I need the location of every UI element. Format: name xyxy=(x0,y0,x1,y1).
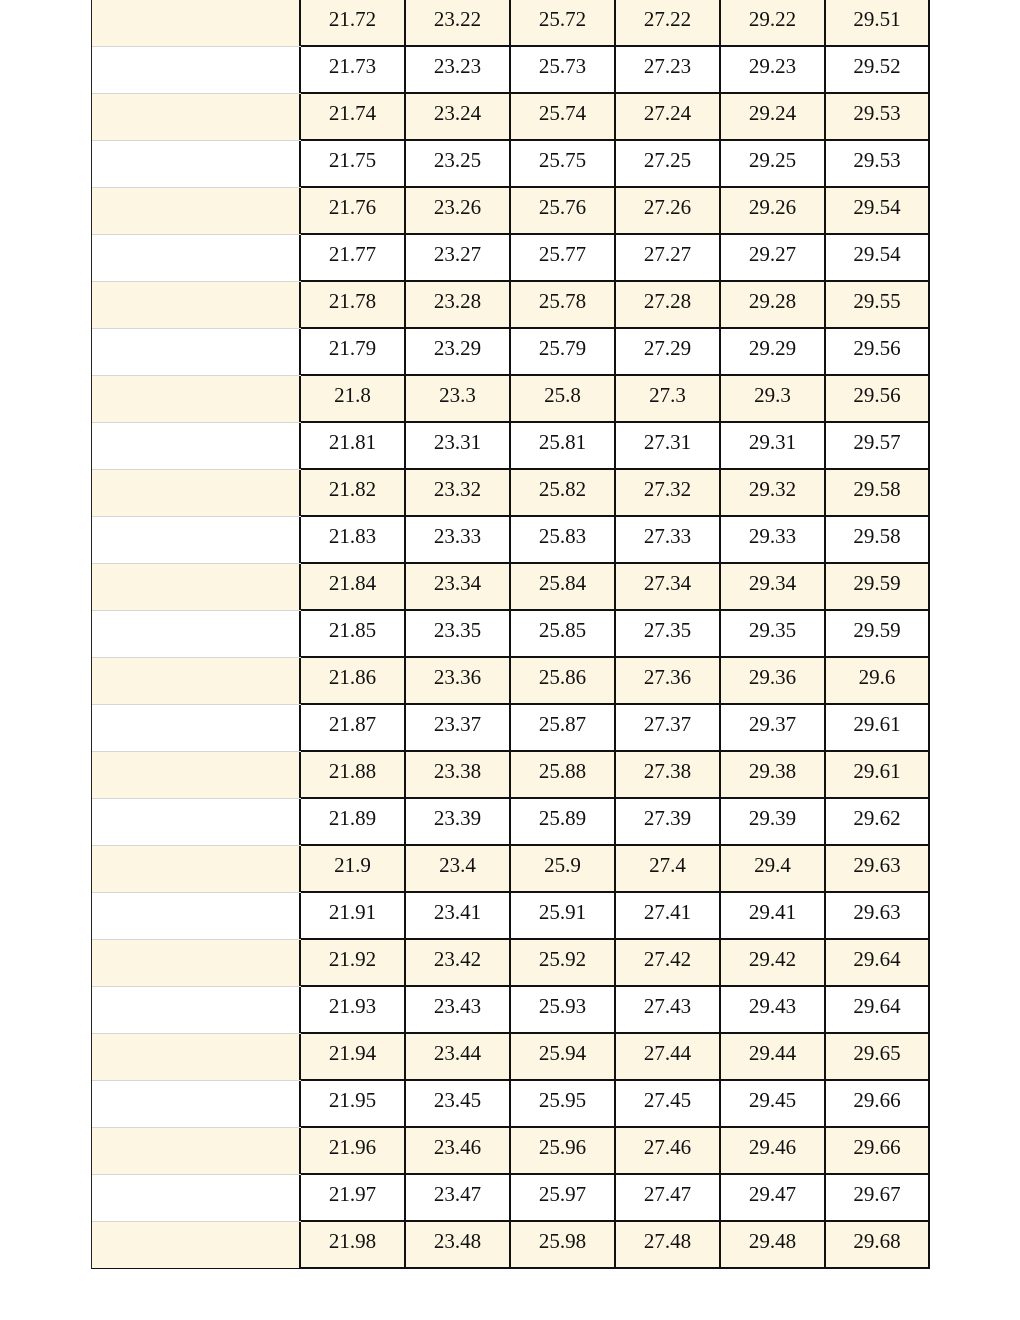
table-row xyxy=(92,564,930,611)
table-row xyxy=(92,188,930,235)
value-cells xyxy=(301,1222,930,1268)
table-cell: 21.79 xyxy=(301,329,406,375)
table-cell: 23.33 xyxy=(406,517,511,563)
table-cell: 21.83 xyxy=(301,517,406,563)
table-cell: 23.47 xyxy=(406,1175,511,1221)
table-cell: 29.58 xyxy=(826,470,930,516)
table-cell: 29.61 xyxy=(826,752,930,798)
row-label-cell xyxy=(92,47,301,93)
table-row xyxy=(92,1081,930,1128)
value-cells xyxy=(301,1081,930,1127)
table-cell: 29.59 xyxy=(826,564,930,610)
table-cell: 21.75 xyxy=(301,141,406,187)
table-cell: 29.46 xyxy=(721,1128,826,1174)
table-cell: 21.73 xyxy=(301,47,406,93)
row-label-cell xyxy=(92,329,301,375)
row-label-cell xyxy=(92,611,301,657)
table-cell: 25.86 xyxy=(511,658,616,704)
table-cell: 29.23 xyxy=(721,47,826,93)
table-cell: 25.89 xyxy=(511,799,616,845)
table-cell: 29.65 xyxy=(826,1034,930,1080)
table-cell: 29.66 xyxy=(826,1081,930,1127)
row-label-cell xyxy=(92,1128,301,1174)
table-cell: 27.44 xyxy=(616,1034,721,1080)
table-row xyxy=(92,47,930,94)
table-cell: 29.33 xyxy=(721,517,826,563)
table-cell: 21.88 xyxy=(301,752,406,798)
row-label-cell xyxy=(92,987,301,1033)
table-cell: 29.62 xyxy=(826,799,930,845)
table-cell: 25.85 xyxy=(511,611,616,657)
row-label-cell xyxy=(92,1034,301,1080)
value-cells xyxy=(301,564,930,610)
table-cell: 23.28 xyxy=(406,282,511,328)
table-cell: 23.26 xyxy=(406,188,511,234)
table-cell: 21.9 xyxy=(301,846,406,892)
table-row xyxy=(92,611,930,658)
table-cell: 21.94 xyxy=(301,1034,406,1080)
table-cell: 21.98 xyxy=(301,1222,406,1268)
table-cell: 21.93 xyxy=(301,987,406,1033)
table-cell: 21.77 xyxy=(301,235,406,281)
table-cell: 23.43 xyxy=(406,987,511,1033)
table-cell: 25.88 xyxy=(511,752,616,798)
table-cell: 25.91 xyxy=(511,893,616,939)
table-row xyxy=(92,1175,930,1222)
table-cell: 25.9 xyxy=(511,846,616,892)
table-cell: 29.43 xyxy=(721,987,826,1033)
value-cells xyxy=(301,282,930,328)
row-label-cell xyxy=(92,376,301,422)
table-cell: 29.36 xyxy=(721,658,826,704)
table-cell: 25.87 xyxy=(511,705,616,751)
table-cell: 29.57 xyxy=(826,423,930,469)
table-cell: 23.34 xyxy=(406,564,511,610)
table-cell: 25.98 xyxy=(511,1222,616,1268)
data-table xyxy=(91,0,930,1269)
table-cell: 29.44 xyxy=(721,1034,826,1080)
table-cell: 23.4 xyxy=(406,846,511,892)
table-cell: 25.83 xyxy=(511,517,616,563)
table-row xyxy=(92,1222,930,1269)
table-cell: 29.58 xyxy=(826,517,930,563)
table-cell: 23.45 xyxy=(406,1081,511,1127)
table-row xyxy=(92,846,930,893)
table-cell: 25.77 xyxy=(511,235,616,281)
table-cell: 23.24 xyxy=(406,94,511,140)
table-cell: 27.37 xyxy=(616,705,721,751)
value-cells xyxy=(301,893,930,939)
table-cell: 23.42 xyxy=(406,940,511,986)
row-label-cell xyxy=(92,188,301,234)
value-cells xyxy=(301,846,930,892)
value-cells xyxy=(301,235,930,281)
table-cell: 23.22 xyxy=(406,0,511,46)
table-cell: 21.84 xyxy=(301,564,406,610)
table-cell: 29.29 xyxy=(721,329,826,375)
table-cell: 29.38 xyxy=(721,752,826,798)
table-cell: 29.35 xyxy=(721,611,826,657)
table-cell: 23.29 xyxy=(406,329,511,375)
table-cell: 25.76 xyxy=(511,188,616,234)
table-cell: 21.91 xyxy=(301,893,406,939)
row-label-cell xyxy=(92,235,301,281)
row-label-cell xyxy=(92,0,301,46)
table-cell: 21.82 xyxy=(301,470,406,516)
row-label-cell xyxy=(92,799,301,845)
table-cell: 29.26 xyxy=(721,188,826,234)
table-row xyxy=(92,1034,930,1081)
row-label-cell xyxy=(92,1222,301,1268)
table-cell: 29.32 xyxy=(721,470,826,516)
table-cell: 27.43 xyxy=(616,987,721,1033)
table-cell: 29.64 xyxy=(826,940,930,986)
table-cell: 27.42 xyxy=(616,940,721,986)
table-cell: 23.44 xyxy=(406,1034,511,1080)
table-cell: 23.41 xyxy=(406,893,511,939)
table-cell: 27.38 xyxy=(616,752,721,798)
table-cell: 27.27 xyxy=(616,235,721,281)
table-cell: 29.63 xyxy=(826,893,930,939)
table-cell: 25.8 xyxy=(511,376,616,422)
table-cell: 21.81 xyxy=(301,423,406,469)
table-cell: 25.78 xyxy=(511,282,616,328)
table-cell: 29.42 xyxy=(721,940,826,986)
value-cells xyxy=(301,940,930,986)
table-cell: 25.79 xyxy=(511,329,616,375)
table-cell: 27.3 xyxy=(616,376,721,422)
table-cell: 29.52 xyxy=(826,47,930,93)
table-cell: 25.96 xyxy=(511,1128,616,1174)
value-cells xyxy=(301,329,930,375)
table-cell: 23.36 xyxy=(406,658,511,704)
row-label-cell xyxy=(92,517,301,563)
value-cells xyxy=(301,611,930,657)
row-label-cell xyxy=(92,470,301,516)
table-row xyxy=(92,893,930,940)
table-cell: 23.27 xyxy=(406,235,511,281)
table-cell: 29.34 xyxy=(721,564,826,610)
table-row xyxy=(92,282,930,329)
table-cell: 29.68 xyxy=(826,1222,930,1268)
table-cell: 27.32 xyxy=(616,470,721,516)
table-row xyxy=(92,799,930,846)
row-label-cell xyxy=(92,564,301,610)
value-cells xyxy=(301,517,930,563)
table-cell: 29.56 xyxy=(826,329,930,375)
table-row xyxy=(92,517,930,564)
table-cell: 21.87 xyxy=(301,705,406,751)
table-cell: 29.59 xyxy=(826,611,930,657)
table-cell: 29.6 xyxy=(826,658,930,704)
table-row xyxy=(92,329,930,376)
table-cell: 25.81 xyxy=(511,423,616,469)
table-cell: 21.89 xyxy=(301,799,406,845)
table-row xyxy=(92,94,930,141)
table-row xyxy=(92,987,930,1034)
value-cells xyxy=(301,799,930,845)
table-cell: 29.63 xyxy=(826,846,930,892)
table-cell: 27.26 xyxy=(616,188,721,234)
table-cell: 27.29 xyxy=(616,329,721,375)
value-cells xyxy=(301,658,930,704)
table-cell: 23.35 xyxy=(406,611,511,657)
table-cell: 29.24 xyxy=(721,94,826,140)
table-cell: 27.46 xyxy=(616,1128,721,1174)
table-cell: 21.72 xyxy=(301,0,406,46)
table-cell: 21.97 xyxy=(301,1175,406,1221)
table-cell: 21.74 xyxy=(301,94,406,140)
table-row xyxy=(92,1128,930,1175)
table-cell: 27.23 xyxy=(616,47,721,93)
table-cell: 23.3 xyxy=(406,376,511,422)
table-row xyxy=(92,235,930,282)
table-cell: 21.8 xyxy=(301,376,406,422)
value-cells xyxy=(301,470,930,516)
table-cell: 29.3 xyxy=(721,376,826,422)
table-cell: 27.39 xyxy=(616,799,721,845)
value-cells xyxy=(301,0,930,46)
table-cell: 29.45 xyxy=(721,1081,826,1127)
table-cell: 25.73 xyxy=(511,47,616,93)
table-cell: 23.23 xyxy=(406,47,511,93)
table-cell: 29.56 xyxy=(826,376,930,422)
value-cells xyxy=(301,752,930,798)
table-cell: 29.25 xyxy=(721,141,826,187)
table-cell: 29.27 xyxy=(721,235,826,281)
table-cell: 23.38 xyxy=(406,752,511,798)
table-cell: 25.93 xyxy=(511,987,616,1033)
table-cell: 29.53 xyxy=(826,94,930,140)
table-cell: 25.74 xyxy=(511,94,616,140)
table-cell: 23.37 xyxy=(406,705,511,751)
table-cell: 21.76 xyxy=(301,188,406,234)
table-cell: 29.31 xyxy=(721,423,826,469)
table-row xyxy=(92,658,930,705)
table-cell: 29.51 xyxy=(826,0,930,46)
table-cell: 21.92 xyxy=(301,940,406,986)
table-row xyxy=(92,752,930,799)
value-cells xyxy=(301,1034,930,1080)
table-cell: 27.35 xyxy=(616,611,721,657)
table-cell: 21.78 xyxy=(301,282,406,328)
table-row xyxy=(92,470,930,517)
value-cells xyxy=(301,987,930,1033)
table-cell: 29.41 xyxy=(721,893,826,939)
table-cell: 25.72 xyxy=(511,0,616,46)
table-cell: 23.32 xyxy=(406,470,511,516)
value-cells xyxy=(301,47,930,93)
table-cell: 25.84 xyxy=(511,564,616,610)
table-cell: 27.47 xyxy=(616,1175,721,1221)
value-cells xyxy=(301,423,930,469)
table-cell: 29.53 xyxy=(826,141,930,187)
table-cell: 23.25 xyxy=(406,141,511,187)
table-cell: 29.67 xyxy=(826,1175,930,1221)
row-label-cell xyxy=(92,893,301,939)
table-cell: 27.41 xyxy=(616,893,721,939)
table-cell: 27.34 xyxy=(616,564,721,610)
table-cell: 29.28 xyxy=(721,282,826,328)
value-cells xyxy=(301,188,930,234)
table-cell: 27.28 xyxy=(616,282,721,328)
table-cell: 23.46 xyxy=(406,1128,511,1174)
row-label-cell xyxy=(92,705,301,751)
table-cell: 27.36 xyxy=(616,658,721,704)
row-label-cell xyxy=(92,423,301,469)
table-cell: 29.55 xyxy=(826,282,930,328)
value-cells xyxy=(301,376,930,422)
table-cell: 29.39 xyxy=(721,799,826,845)
table-cell: 27.45 xyxy=(616,1081,721,1127)
table-cell: 25.92 xyxy=(511,940,616,986)
table-row xyxy=(92,141,930,188)
table-cell: 27.48 xyxy=(616,1222,721,1268)
table-row xyxy=(92,705,930,752)
row-label-cell xyxy=(92,94,301,140)
table-cell: 27.24 xyxy=(616,94,721,140)
table-cell: 27.4 xyxy=(616,846,721,892)
table-row xyxy=(92,376,930,423)
value-cells xyxy=(301,1175,930,1221)
table-cell: 21.95 xyxy=(301,1081,406,1127)
table-cell: 29.48 xyxy=(721,1222,826,1268)
table-cell: 29.54 xyxy=(826,188,930,234)
table-cell: 25.97 xyxy=(511,1175,616,1221)
table-row xyxy=(92,0,930,47)
table-cell: 27.33 xyxy=(616,517,721,563)
table-cell: 21.96 xyxy=(301,1128,406,1174)
table-cell: 29.66 xyxy=(826,1128,930,1174)
table-cell: 29.61 xyxy=(826,705,930,751)
table-cell: 23.31 xyxy=(406,423,511,469)
table-cell: 27.22 xyxy=(616,0,721,46)
value-cells xyxy=(301,141,930,187)
table-cell: 21.85 xyxy=(301,611,406,657)
value-cells xyxy=(301,94,930,140)
table-cell: 23.48 xyxy=(406,1222,511,1268)
row-label-cell xyxy=(92,282,301,328)
value-cells xyxy=(301,705,930,751)
table-cell: 27.25 xyxy=(616,141,721,187)
table-cell: 29.64 xyxy=(826,987,930,1033)
table-cell: 23.39 xyxy=(406,799,511,845)
row-label-cell xyxy=(92,1081,301,1127)
row-label-cell xyxy=(92,1175,301,1221)
table-cell: 25.95 xyxy=(511,1081,616,1127)
row-label-cell xyxy=(92,846,301,892)
row-label-cell xyxy=(92,940,301,986)
row-label-cell xyxy=(92,658,301,704)
value-cells xyxy=(301,1128,930,1174)
table-cell: 29.37 xyxy=(721,705,826,751)
table-cell: 25.82 xyxy=(511,470,616,516)
table-cell: 25.75 xyxy=(511,141,616,187)
row-label-cell xyxy=(92,141,301,187)
table-cell: 29.22 xyxy=(721,0,826,46)
table-cell: 27.31 xyxy=(616,423,721,469)
table-cell: 29.47 xyxy=(721,1175,826,1221)
row-label-cell xyxy=(92,752,301,798)
table-cell: 21.86 xyxy=(301,658,406,704)
table-cell: 29.54 xyxy=(826,235,930,281)
table-cell: 25.94 xyxy=(511,1034,616,1080)
table-row xyxy=(92,423,930,470)
table-row xyxy=(92,940,930,987)
table-cell: 29.4 xyxy=(721,846,826,892)
